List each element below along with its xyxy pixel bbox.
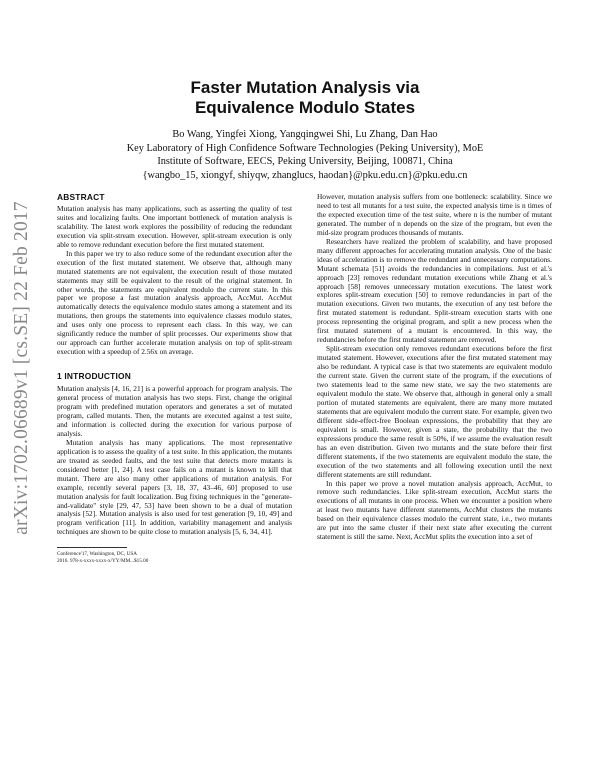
paper-title [60,78,550,118]
abstract-paragraph: Mutation analysis has many applications, such as asserting the quality of test suites and localizing faults. One important bottleneck of mutation analysis is scalability. The latest work explores the possibility of reducing the redundant execution via split-stream execution. However, split-stream execution is only able to remove redundant execution before the first mutated statement. [57,203,292,249]
abstract-heading: ABSTRACT [57,192,105,202]
footnote-rule [57,547,127,548]
arxiv-stamp [2,140,42,595]
intro-paragraph: Mutation analysis has many applications. The most representative application is to assess the quality of a test suite. In this application, the mutants are treated as seeded faults, and the test suite that detects more mutants is considered better [1, 24]. A test case fails on a mutant is known to kill that mutant. There are also many other applications of mutation analysis. For example, recently several papers [3, 18, 37, 43–46, 60] proposed to use mutation analysis for fault localization. Bug fixing techniques in the "generate-and-validate" style [29, 47, 53] have been shown to be a dual of mutation analysis [52]. Mutation analysis is also used for test generation [9, 10, 49] and program verification [11]. In addition, variability management and analysis techniques are shown to be quite close to mutation analysis [5, 6, 34, 41]. [57,437,292,537]
body-paragraph: In this paper we prove a novel mutation analysis approach, AccMut, to remove such redundancies. Like split-stream execution, AccMut starts the executions of all mutants in one process. When we encounter a position where at least two mutants have different statements, AccMut clusters the mutants based on their equivalence classes modulo the current state, i.e., two mutants are put into the same cluster if their next state after executing the current statement is still the same. Next, AccMut splits the execution into a set of [317,478,552,542]
left-column [57,193,292,565]
right-column [317,193,552,542]
title-line-2: Equivalence Modulo States [194,98,416,117]
author-emails: {wangbo_15, xiongyf, shiyqw, zhanglucs, haodan}@pku.edu.cn}@pku.edu.cn [142,169,468,181]
footnote-conference: Conference'17, Washington, DC, USA [57,551,137,558]
author-block [60,128,550,182]
body-paragraph: Researchers have realized the problem of scalability, and have proposed many different approaches for accelerating mutation analysis. One of the basic ideas of acceleration is to remove the redundant and unnecessary computations. Mutant schemata [51] avoids the redundancies in compilations. Just et al.'s approach [23] removes redundant mutation executions while Zhang et al.'s approach [58] removes unnecessary mutation executions. The latest work explores split-stream execution [50] to remove redundancies in part of the mutation executions. Given two mutants, the execution of any test before the first mutated statement is redundant. Split-stream execution starts with one process representing the original program, and split a new process when the first mutated statement of a mutant is encountered. In this way, the redundancies before the first mutated statement are removed. [317,236,552,345]
affiliation-1: Key Laboratory of High Confidence Software Technologies (Peking University), MoE [126,142,484,154]
body-paragraph: Split-stream execution only removes redundant executions before the first mutated statement. However, executions after the first mutated statement may also be redundant. A typical case is that two statements are equivalent modulo the current state. Given the current state of the program, if the executions of two statements lead to the same new state, we say the two statements are equivalent modulo the state. We observe that, although in general only a small portion of mutated statements are equivalent, there are many more mutated statements that are equivalent modulo the current state. For example, given two different side-effect-free Boolean expressions, the probability that they are equivalent is small. However, given a state, the probability that the two expressions produce the same result is 50%, if we assume the evaluation result has an even distribution. Given two mutants and the state before their first different statements, if the two statements are equivalent modulo the state, the execution of the two statements and all following execution until the next different statements are still redundant. [317,344,552,479]
introduction-heading: 1 INTRODUCTION [57,371,131,382]
abstract-paragraph: In this paper we try to also reduce some of the redundant execution after the execution of the first mutated statement. We observe that, although many mutated statements are not equivalent, the execution result of those mutated statements may still be equivalent to the result of the original statement. In other words, the statements are equivalent modulo the current state. In this paper we propose a fast mutation analysis approach, AccMut. AccMut automatically detects the equivalence modulo states among a statement and its mutations, then groups the statements into equivalence classes modulo states, and uses only one process to represent each class. In this way, we can significantly reduce the number of split processes. Our experiments show that our approach can further accelerate mutation analysis on top of split-stream execution with a speedup of 2.56x on average. [57,248,292,357]
footnote-copyright: 2016. 978-x-xxxx-xxxx-x/YY/MM...$15.00 [57,558,149,565]
author-names: Bo Wang, Yingfei Xiong, Yangqingwei Shi, Lu Zhang, Dan Hao [172,129,438,140]
arxiv-stamp-text: arXiv:1702.06689v1 [cs.SE] 22 Feb 2017 [11,200,32,535]
body-paragraph: However, mutation analysis suffers from one bottleneck: scalability. Since we need to test all mutants for a test suite, the expected analysis time is n times of the expected execution time of the test suite, where n is the number of mutant generated. The number of n depends on the size of the program, but even the mid-size program produces thousands of mutants. [317,192,552,237]
intro-paragraph: Mutation analysis [4, 16, 21] is a powerful approach for program analysis. The general process of mutation analysis has two steps. First, change the original program with predefined mutation operators and generates a set of mutated program, called mutants. Then, the mutants are executed against a test suite, and information is collected during the execution for various purpose of analysis. [57,384,292,438]
title-line-1: Faster Mutation Analysis via [190,78,420,97]
affiliation-2: Institute of Software, EECS, Peking University, Beijing, 100871, China [157,156,453,168]
